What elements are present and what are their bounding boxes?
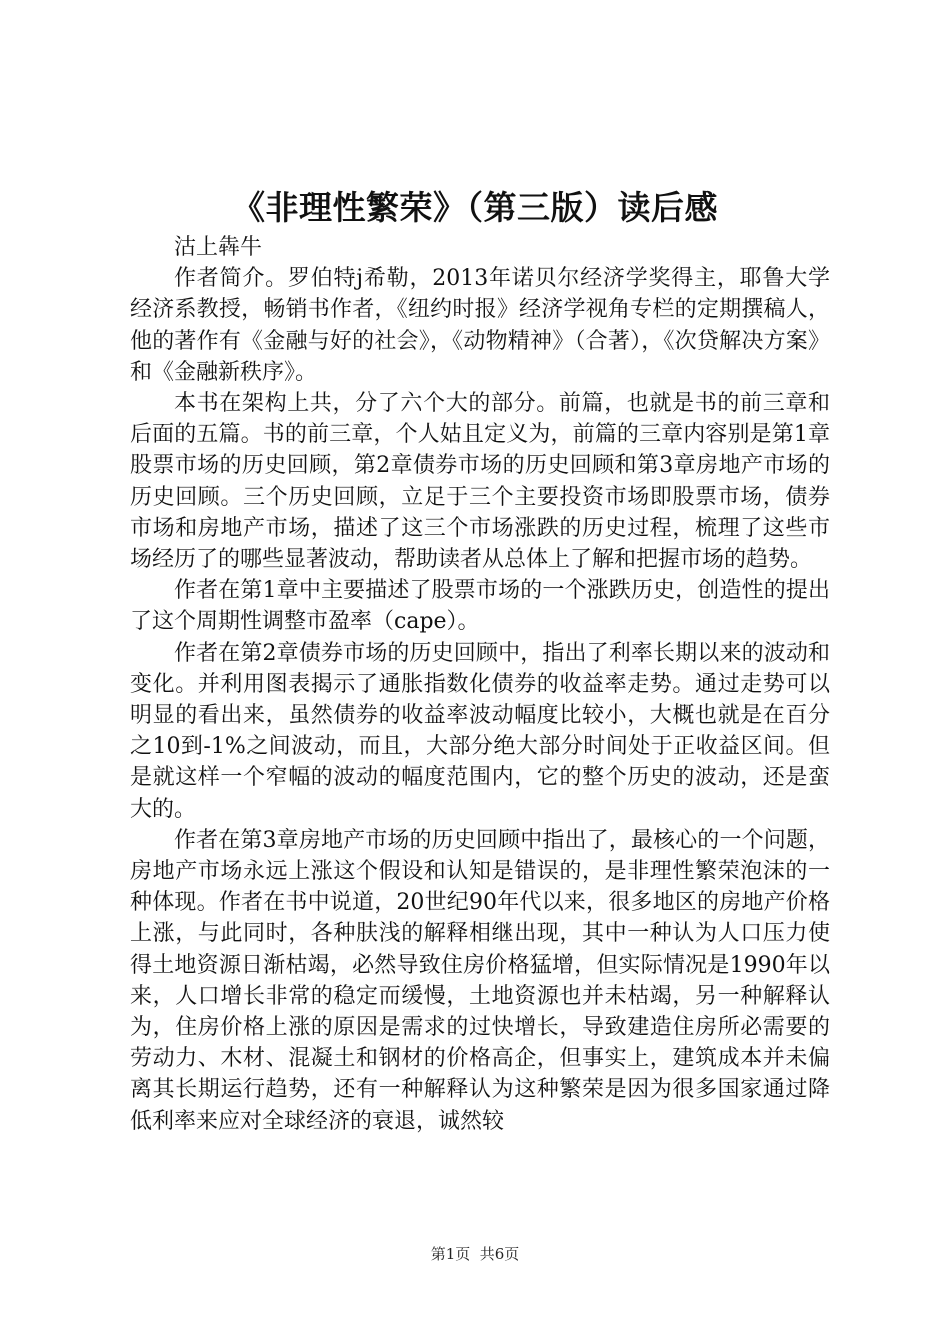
paragraph-chapter-2: 作者在第2章债券市场的历史回顾中，指出了利率长期以来的波动和变化。并利用图表揭示了通胀指数化债券的收益率走势。通过走势可以明显的看出来，虽然债券的收益率波动幅度比较小，大概也就是在百分之10到-1%之间波动，而且，大部分绝大部分时间处于正收益区间。但是就这样一个窄幅的波动的幅度范围内，它的整个历史的波动，还是蛮大的。 xyxy=(130,640,830,822)
paragraph-chapter-1: 作者在第1章中主要描述了股票市场的一个涨跌历史，创造性的提出了这个周期性调整市盈率（cape）。 xyxy=(130,578,830,635)
author-line: 沽上犇牛 xyxy=(174,235,263,260)
paragraph-chapter-3: 作者在第3章房地产市场的历史回顾中指出了，最核心的一个问题，房地产市场永远上涨这个假设和认知是错误的，是非理性繁荣泡沫的一种体现。作者在书中说道，20世纪90年代以来，很多地区的房地产价格上涨，与此同时，各种肤浅的解释相继出现，其中一种认为人口压力使得土地资源日渐枯竭，必然导致住房价格猛增，但实际情况是1990年以来，人口增长非常的稳定而缓慢，土地资源也并未枯竭，另一种解释认为，住房价格上涨的原因是需求的过快增长，导致建造住房所必需要的劳动力、木材、混凝土和钢材的价格高企，但事实上，建筑成本并未偏离其长期运行趋势，还有一种解释认为这种繁荣是因为很多国家通过降低利率来应对全球经济的衰退，诚然较 xyxy=(130,827,830,1134)
page-footer xyxy=(0,1244,950,1264)
document-title: 《非理性繁荣》（第三版）读后感 xyxy=(232,188,718,227)
paragraph-book-structure: 本书在架构上共，分了六个大的部分。前篇，也就是书的前三章和后面的五篇。书的前三章，个人姑且定义为，前篇的三章内容别是第1章股票市场的历史回顾，第2章债券市场的历史回顾和第3章房地产市场的历史回顾。三个历史回顾，立足于三个主要投资市场即股票市场，债券市场和房地产市场，描述了这三个市场涨跌的历史过程，梳理了这些市场经历了的哪些显著波动，帮助读者从总体上了解和把握市场的趋势。 xyxy=(130,391,830,573)
document-body xyxy=(130,232,830,1137)
page-number: 第1页 共6页 xyxy=(430,1245,520,1263)
paragraph-author-intro: 作者简介。罗伯特j希勒，2013年诺贝尔经济学奖得主，耶鲁大学经济系教授，畅销书作者，《纽约时报》经济学视角专栏的定期撰稿人，他的著作有《金融与好的社会》，《动物精神》（合著），《次贷解决方案》和《金融新秩序》。 xyxy=(130,266,830,385)
